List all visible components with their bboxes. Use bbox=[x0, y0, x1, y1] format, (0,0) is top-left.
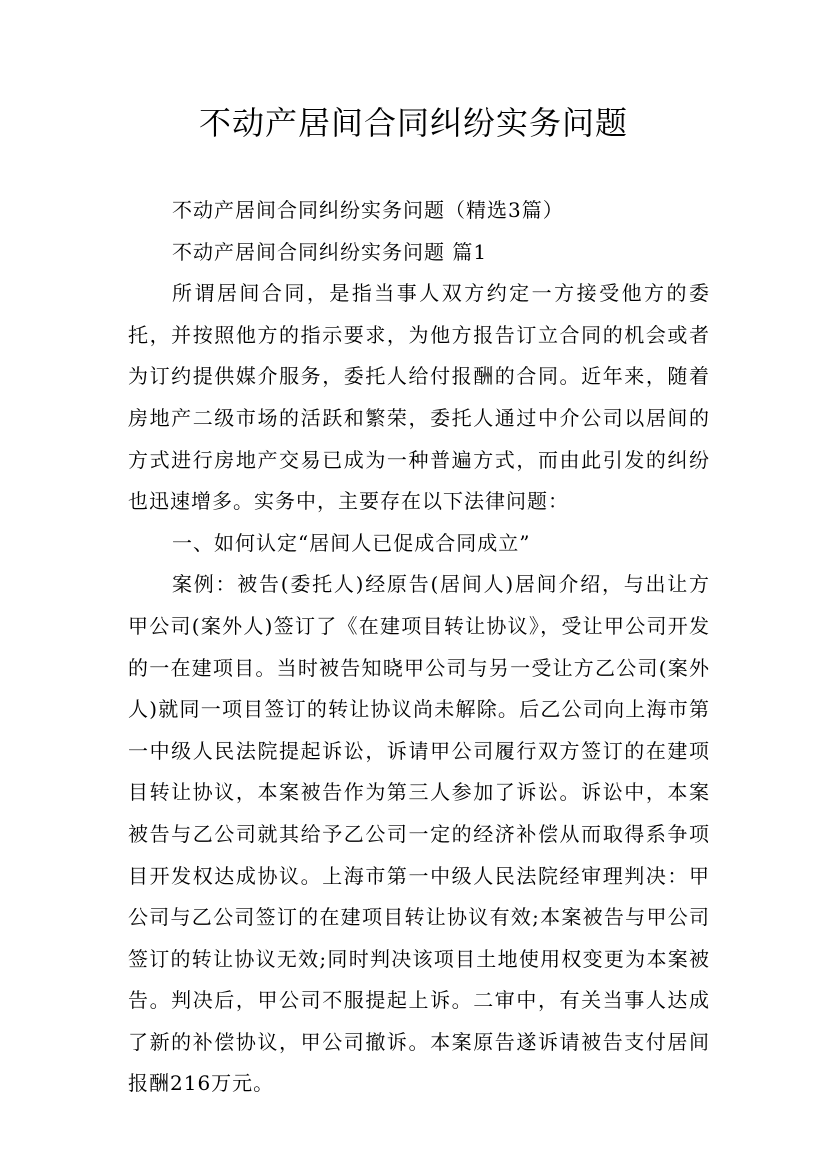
paragraph-section-heading: 不动产居间合同纠纷实务问题 篇1 bbox=[172, 239, 488, 264]
document-body bbox=[128, 190, 710, 1105]
paragraph-issue-heading: 一、如何认定“居间人已促成合同成立” bbox=[172, 530, 531, 555]
paragraph-subtitle: 不动产居间合同纠纷实务问题（精选3篇） bbox=[172, 198, 564, 222]
paragraph-case: 案例：被告(委托人)经原告(居间人)居间介绍，与出让方甲公司(案外人)签订了《在建项目转让协议》，受让甲公司开发的一在建项目。当时被告知晓甲公司与另一受让方乙公司(案外人)就同一项目签订的转让协议尚未解除。后乙公司向上海市第一中级人民法院提起诉讼，诉请甲公司履行双方签订的在建项目转让协议，本案被告作为第三人参加了诉讼。诉讼中，本案被告与乙公司就其给予乙公司一定的经济补偿从而取得系争项目开发权达成协议。上海市第一中级人民法院经审理判决：甲公司与乙公司签订的在建项目转让协议有效;本案被告与甲公司签订的转让协议无效;同时判决该项目土地使用权变更为本案被告。判决后，甲公司不服提起上诉。二审中，有关当事人达成了新的补偿协议，甲公司撤诉。本案原告遂诉请被告支付居间报酬216万元。 bbox=[128, 572, 710, 1096]
document-title: 不动产居间合同纠纷实务问题 bbox=[198, 104, 628, 142]
paragraph-definition: 所谓居间合同，是指当事人双方约定一方接受他方的委托，并按照他方的指示要求，为他方报告订立合同的机会或者为订约提供媒介服务，委托人给付报酬的合同。近年来，随着房地产二级市场的活跃和繁荣，委托人通过中介公司以居间的方式进行房地产交易已成为一种普遍方式，而由此引发的纠纷也迅速增多。实务中，主要存在以下法律问题： bbox=[128, 281, 710, 514]
